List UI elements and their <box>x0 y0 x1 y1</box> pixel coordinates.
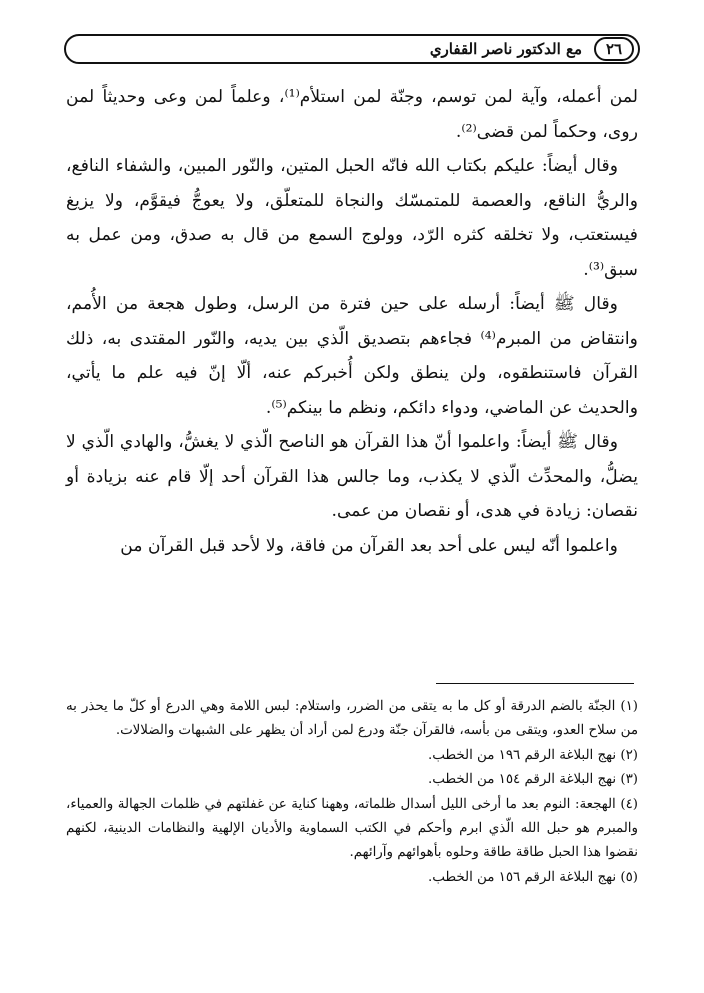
footnote: (٣) نهج البلاغة الرقم ١٥٤ من الخطب. <box>427 772 638 788</box>
footnote-separator <box>436 683 634 684</box>
footnote: (٢) نهج البلاغة الرقم ١٩٦ من الخطب. <box>427 747 638 763</box>
footnote: (٤) الهجعة: النوم بعد ما أرخى الليل أسدال ظلماته، وههنا كناية عن غفلتهم في ظلمات الجهالة والعمياء، والمبرم هو حبل الله الّذي ابرم وأحكم في الكتب السماوية والأديان الإلهية والنظامات الدينية، لكنهم نقضوا هذا الحبل طاقة طاقة وحلوه بأهوائهم وآرائهم. <box>66 796 638 861</box>
running-title: مع الدكتور ناصر القفاري <box>429 40 582 58</box>
paragraph: لمن أعمله، وآية لمن توسم، وجنّة لمن استلأم⁽¹⁾، وعلماً لمن وعى وحديثاً لمن روى، وحكماً لمن قضى⁽²⁾. <box>66 87 638 142</box>
paragraph: وقال ﷺ أيضاً: أرسله على حين فترة من الرسل، وطول هجعة من الأُمم، وانتقاض من المبرم⁽⁴⁾ فجاءهم بتصديق الّذي بين يديه، والنّور المقتدى به، ذلك القرآن فاستنطقوه، ولن ينطق ولكن أُخبركم عنه، ألّا إنّ فيه علم ما يأتي، والحديث عن الماضي، ودواء دائكم، ونظم ما بينكم⁽⁵⁾. <box>66 294 638 418</box>
page-header <box>64 34 640 64</box>
page-number: ٢٦ <box>594 37 634 61</box>
paragraph: وقال أيضاً: عليكم بكتاب الله فانّه الحبل المتين، والنّور المبين، والشفاء النافع، والريُّ الناقع، والعصمة للمتمسّك والنجاة للمتعلّق، ولا يعوجُّ فيقوَّم، ولا يزيغ فيستعتب، ولا تخلقه كثره الرّد، وولوج السمع من قال به صدق، ومن عمل به سبق⁽³⁾. <box>66 156 638 280</box>
paragraph: واعلموا أنّه ليس على أحد بعد القرآن من فاقة، ولا لأحد قبل القرآن من <box>120 535 618 556</box>
main-text <box>66 80 638 563</box>
footnotes <box>66 695 638 890</box>
paragraph: وقال ﷺ أيضاً: واعلموا أنّ هذا القرآن هو الناصح الّذي لا يغشُّ، والهادي الّذي لا يضلُّ، والمحدِّث الّذي لا يكذب، وما جالس هذا القرآن أحد إلّا قام عنه بزيادة أو نقصان: زيادة في هدى، أو نقصان من عمى. <box>66 432 638 521</box>
footnote: (٥) نهج البلاغة الرقم ١٥٦ من الخطب. <box>427 869 638 885</box>
footnote: (١) الجنّة بالضم الدرقة أو كل ما به يتقى من الضرر، واستلام: لبس اللامة وهي الدرع أو كلّ ما يحذر به من سلاح العدو، ويتقى من بأسه، فالقرآن جنّة ودرع لمن أراد أن يظهر على الشبهات والضلالات. <box>66 699 638 739</box>
